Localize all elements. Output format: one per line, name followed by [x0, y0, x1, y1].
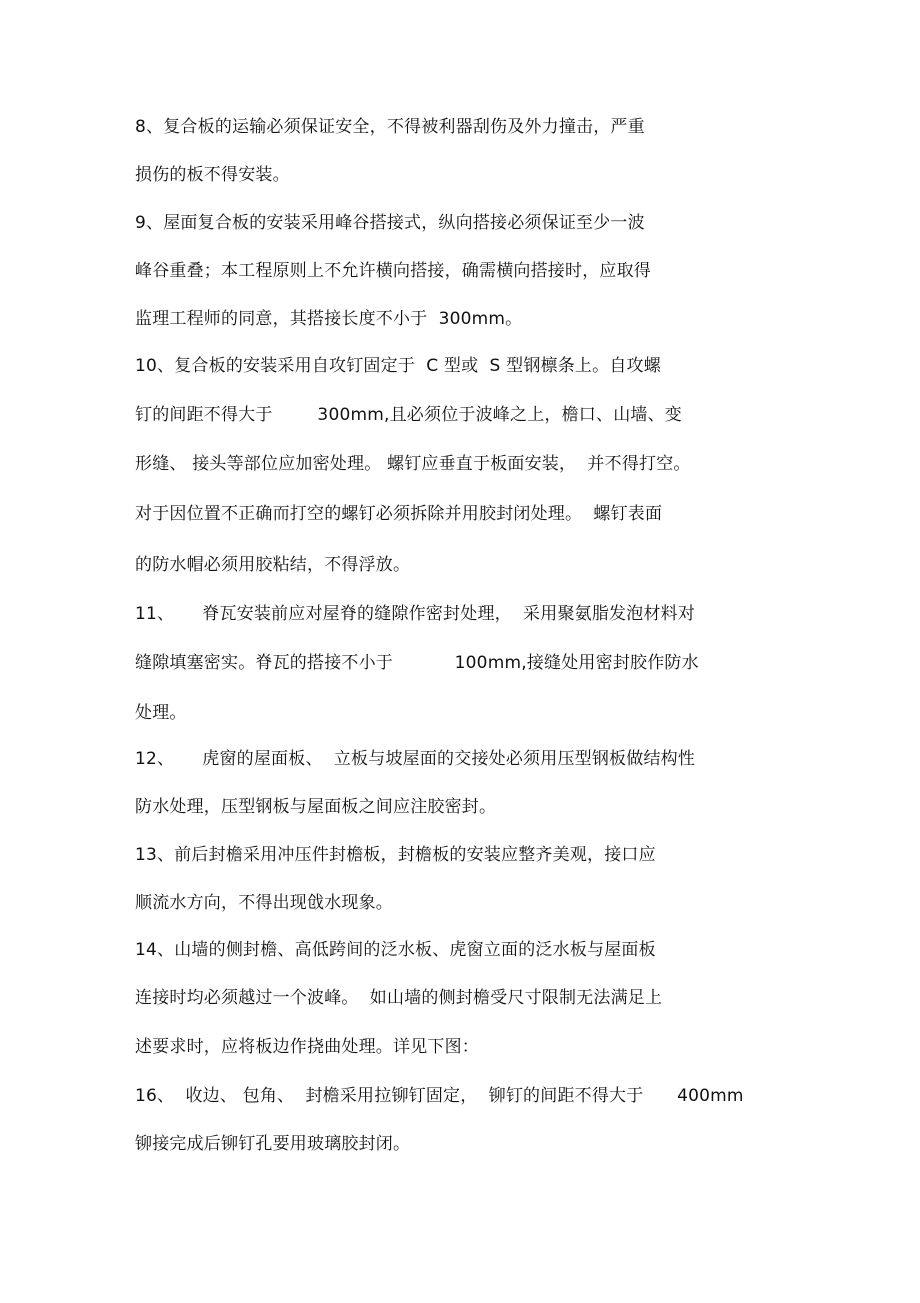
text-line-9: 对于因位置不正确而打空的螺钉必须拆除并用胶封闭处理。 螺钉表面 [135, 504, 663, 524]
text-line-16: 13、前后封檐采用冲压件封檐板，封檐板的安装应整齐美观，接口应 [135, 845, 656, 865]
text-line-18: 14、山墙的侧封檐、高低跨间的泛水板、虎窗立面的泛水板与屋面板 [135, 940, 656, 960]
text-line-22: 铆接完成后铆钉孔要用玻璃胶封闭。 [135, 1134, 411, 1154]
text-line-10: 的防水帽必须用胶粘结，不得浮放。 [135, 555, 411, 575]
text-line-8: 形缝、 接头等部位应加密处理。 螺钉应垂直于板面安装， 并不得打空。 [135, 454, 691, 474]
text-line-21: 16、 收边、 包角、 封檐采用拉铆钉固定， 铆钉的间距不得大于 400mm [135, 1086, 744, 1106]
text-line-7: 钉的间距不得大于 300mm,且必须位于波峰之上，檐口、山墙、变 [135, 405, 683, 425]
text-line-17: 顺流水方向，不得出现戗水现象。 [135, 893, 393, 913]
text-line-15: 防水处理，压型钢板与屋面板之间应注胶密封。 [135, 797, 497, 817]
text-line-13: 处理。 [135, 703, 187, 723]
text-line-3: 9、屋面复合板的安装采用峰谷搭接式，纵向搭接必须保证至少一波 [135, 213, 645, 233]
text-line-14: 12、 虎窗的屋面板、 立板与坡屋面的交接处必须用压型钢板做结构性 [135, 749, 696, 769]
text-line-20: 述要求时，应将板边作挠曲处理。详见下图： [135, 1037, 479, 1057]
text-line-1: 8、复合板的运输必须保证安全，不得被利器刮伤及外力撞击，严重 [135, 117, 645, 137]
text-line-2: 损伤的板不得安装。 [135, 165, 290, 185]
text-line-12: 缝隙填塞密实。脊瓦的搭接不小于 100mm,接缝处用密封胶作防水 [135, 653, 699, 673]
text-line-19: 连接时均必须越过一个波峰。 如山墙的侧封檐受尺寸限制无法满足上 [135, 988, 663, 1008]
text-line-4: 峰谷重叠；本工程原则上不允许横向搭接，确需横向搭接时，应取得 [135, 261, 651, 281]
text-line-5: 监理工程师的同意，其搭接长度不小于 300mm。 [135, 309, 523, 329]
text-line-11: 11、 脊瓦安装前应对屋脊的缝隙作密封处理， 采用聚氨脂发泡材料对 [135, 604, 696, 624]
text-line-6: 10、复合板的安装采用自攻钉固定于 C 型或 S 型钢檩条上。自攻螺 [135, 356, 661, 376]
